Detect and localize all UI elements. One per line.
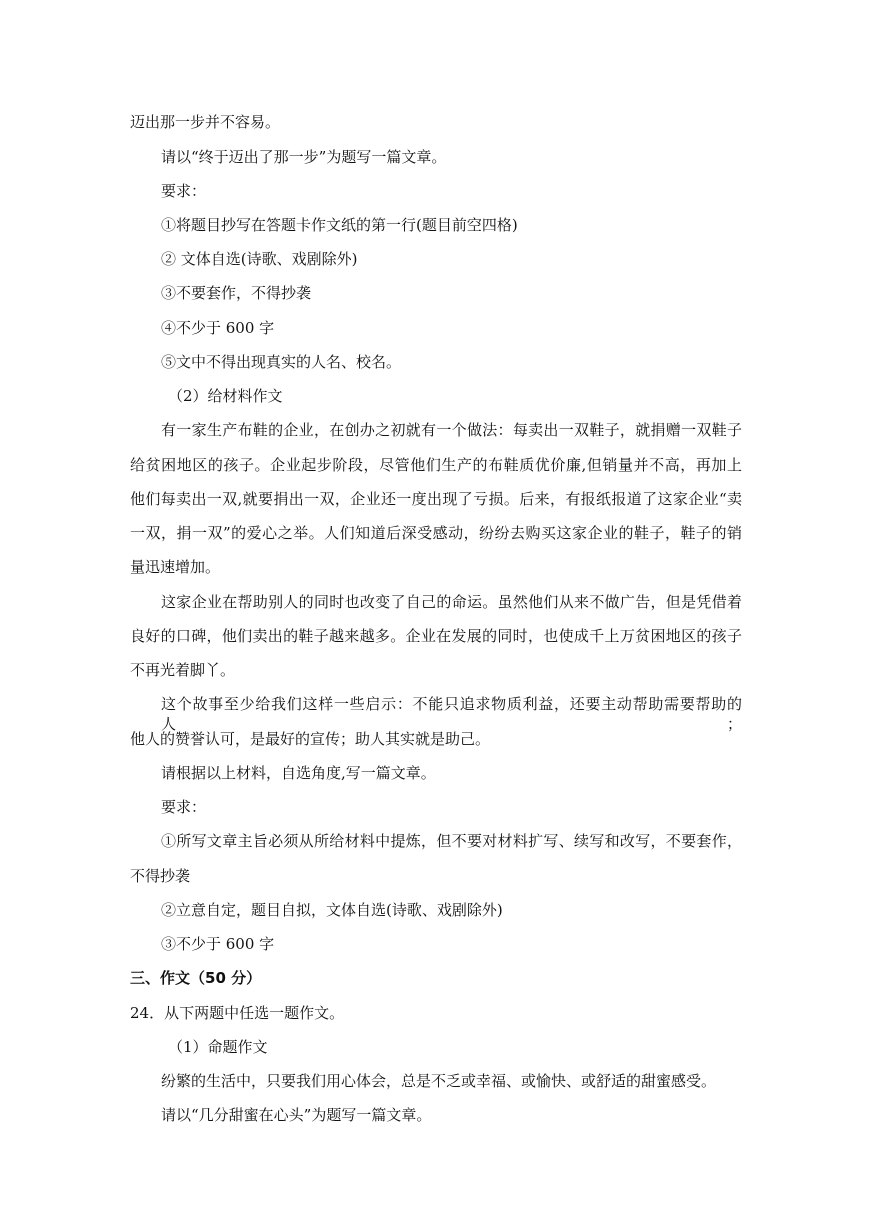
requirement-item: ①所写文章主旨必须从所给材料中提炼，但不要对材料扩写、续写和改写，不要套作， <box>161 832 742 850</box>
requirement-item: ④不少于 600 字 <box>161 319 275 337</box>
requirement-item: 不得抄袭 <box>130 867 191 885</box>
requirement-item: ⑤文中不得出现真实的人名、校名。 <box>161 353 402 371</box>
paragraph-line: 量迅速增加。 <box>130 558 221 576</box>
paragraph-line: 一双，捐一双”的爱心之举。人们知道后深受感动，纷纷去购买这家企业的鞋子，鞋子的销 <box>130 524 742 542</box>
requirements-heading: 要求： <box>161 182 207 200</box>
prompt-line: 请以“几分甜蜜在心头”为题写一篇文章。 <box>161 1106 432 1124</box>
requirement-item: ③不少于 600 字 <box>161 935 275 953</box>
paragraph-line: 他人的赞誉认可，是最好的宣传；助人其实就是助己。 <box>130 730 491 748</box>
paragraph-line: 不再光着脚丫。 <box>130 661 236 679</box>
text-line: 迈出那一步并不容易。 <box>130 113 281 131</box>
prompt-line: 请根据以上材料，自选角度,写一篇文章。 <box>161 764 436 782</box>
section-subheading: （1）命题作文 <box>168 1038 268 1056</box>
paragraph-line: 良好的口碑，他们卖出的鞋子越来越多。企业在发展的同时，也使成千上万贫困地区的孩子 <box>130 627 742 645</box>
paragraph-line: 这个故事至少给我们这样一些启示：不能只追求物质利益，还要主动帮助需要帮助的人； <box>161 695 742 733</box>
paragraph-line: 这家企业在帮助别人的同时也改变了自己的命运。虽然他们从来不做广告，但是凭借着 <box>161 593 742 611</box>
requirement-item: ③不要套作，不得抄袭 <box>161 284 312 302</box>
paragraph-line: 他们每卖出一双,就要捐出一双，企业还一度出现了亏损。后来，有报纸报道了这家企业“卖 <box>130 490 742 508</box>
section-heading: 三、作文（50 分） <box>130 969 262 987</box>
requirement-item: ②立意自定，题目自拟，文体自选(诗歌、戏剧除外) <box>161 901 503 919</box>
prompt-line: 请以“终于迈出了那一步”为题写一篇文章。 <box>161 148 447 166</box>
requirements-heading: 要求： <box>161 798 207 816</box>
paragraph-line: 给贫困地区的孩子。企业起步阶段，尽管他们生产的布鞋质优价廉,但销量并不高，再加上 <box>130 456 742 474</box>
question-line: 24．从下两题中任选一题作文。 <box>130 1004 345 1022</box>
paragraph-line: 纷繁的生活中，只要我们用心体会，总是不乏或幸福、或愉快、或舒适的甜蜜感受。 <box>161 1072 717 1090</box>
section-subheading: （2）给材料作文 <box>168 387 283 405</box>
requirement-item: ①将题目抄写在答题卡作文纸的第一行(题目前空四格) <box>161 216 518 234</box>
paragraph-line: 有一家生产布鞋的企业，在创办之初就有一个做法：每卖出一双鞋子，就捐赠一双鞋子 <box>161 421 742 439</box>
requirement-item: ② 文体自选(诗歌、戏剧除外) <box>161 250 358 268</box>
